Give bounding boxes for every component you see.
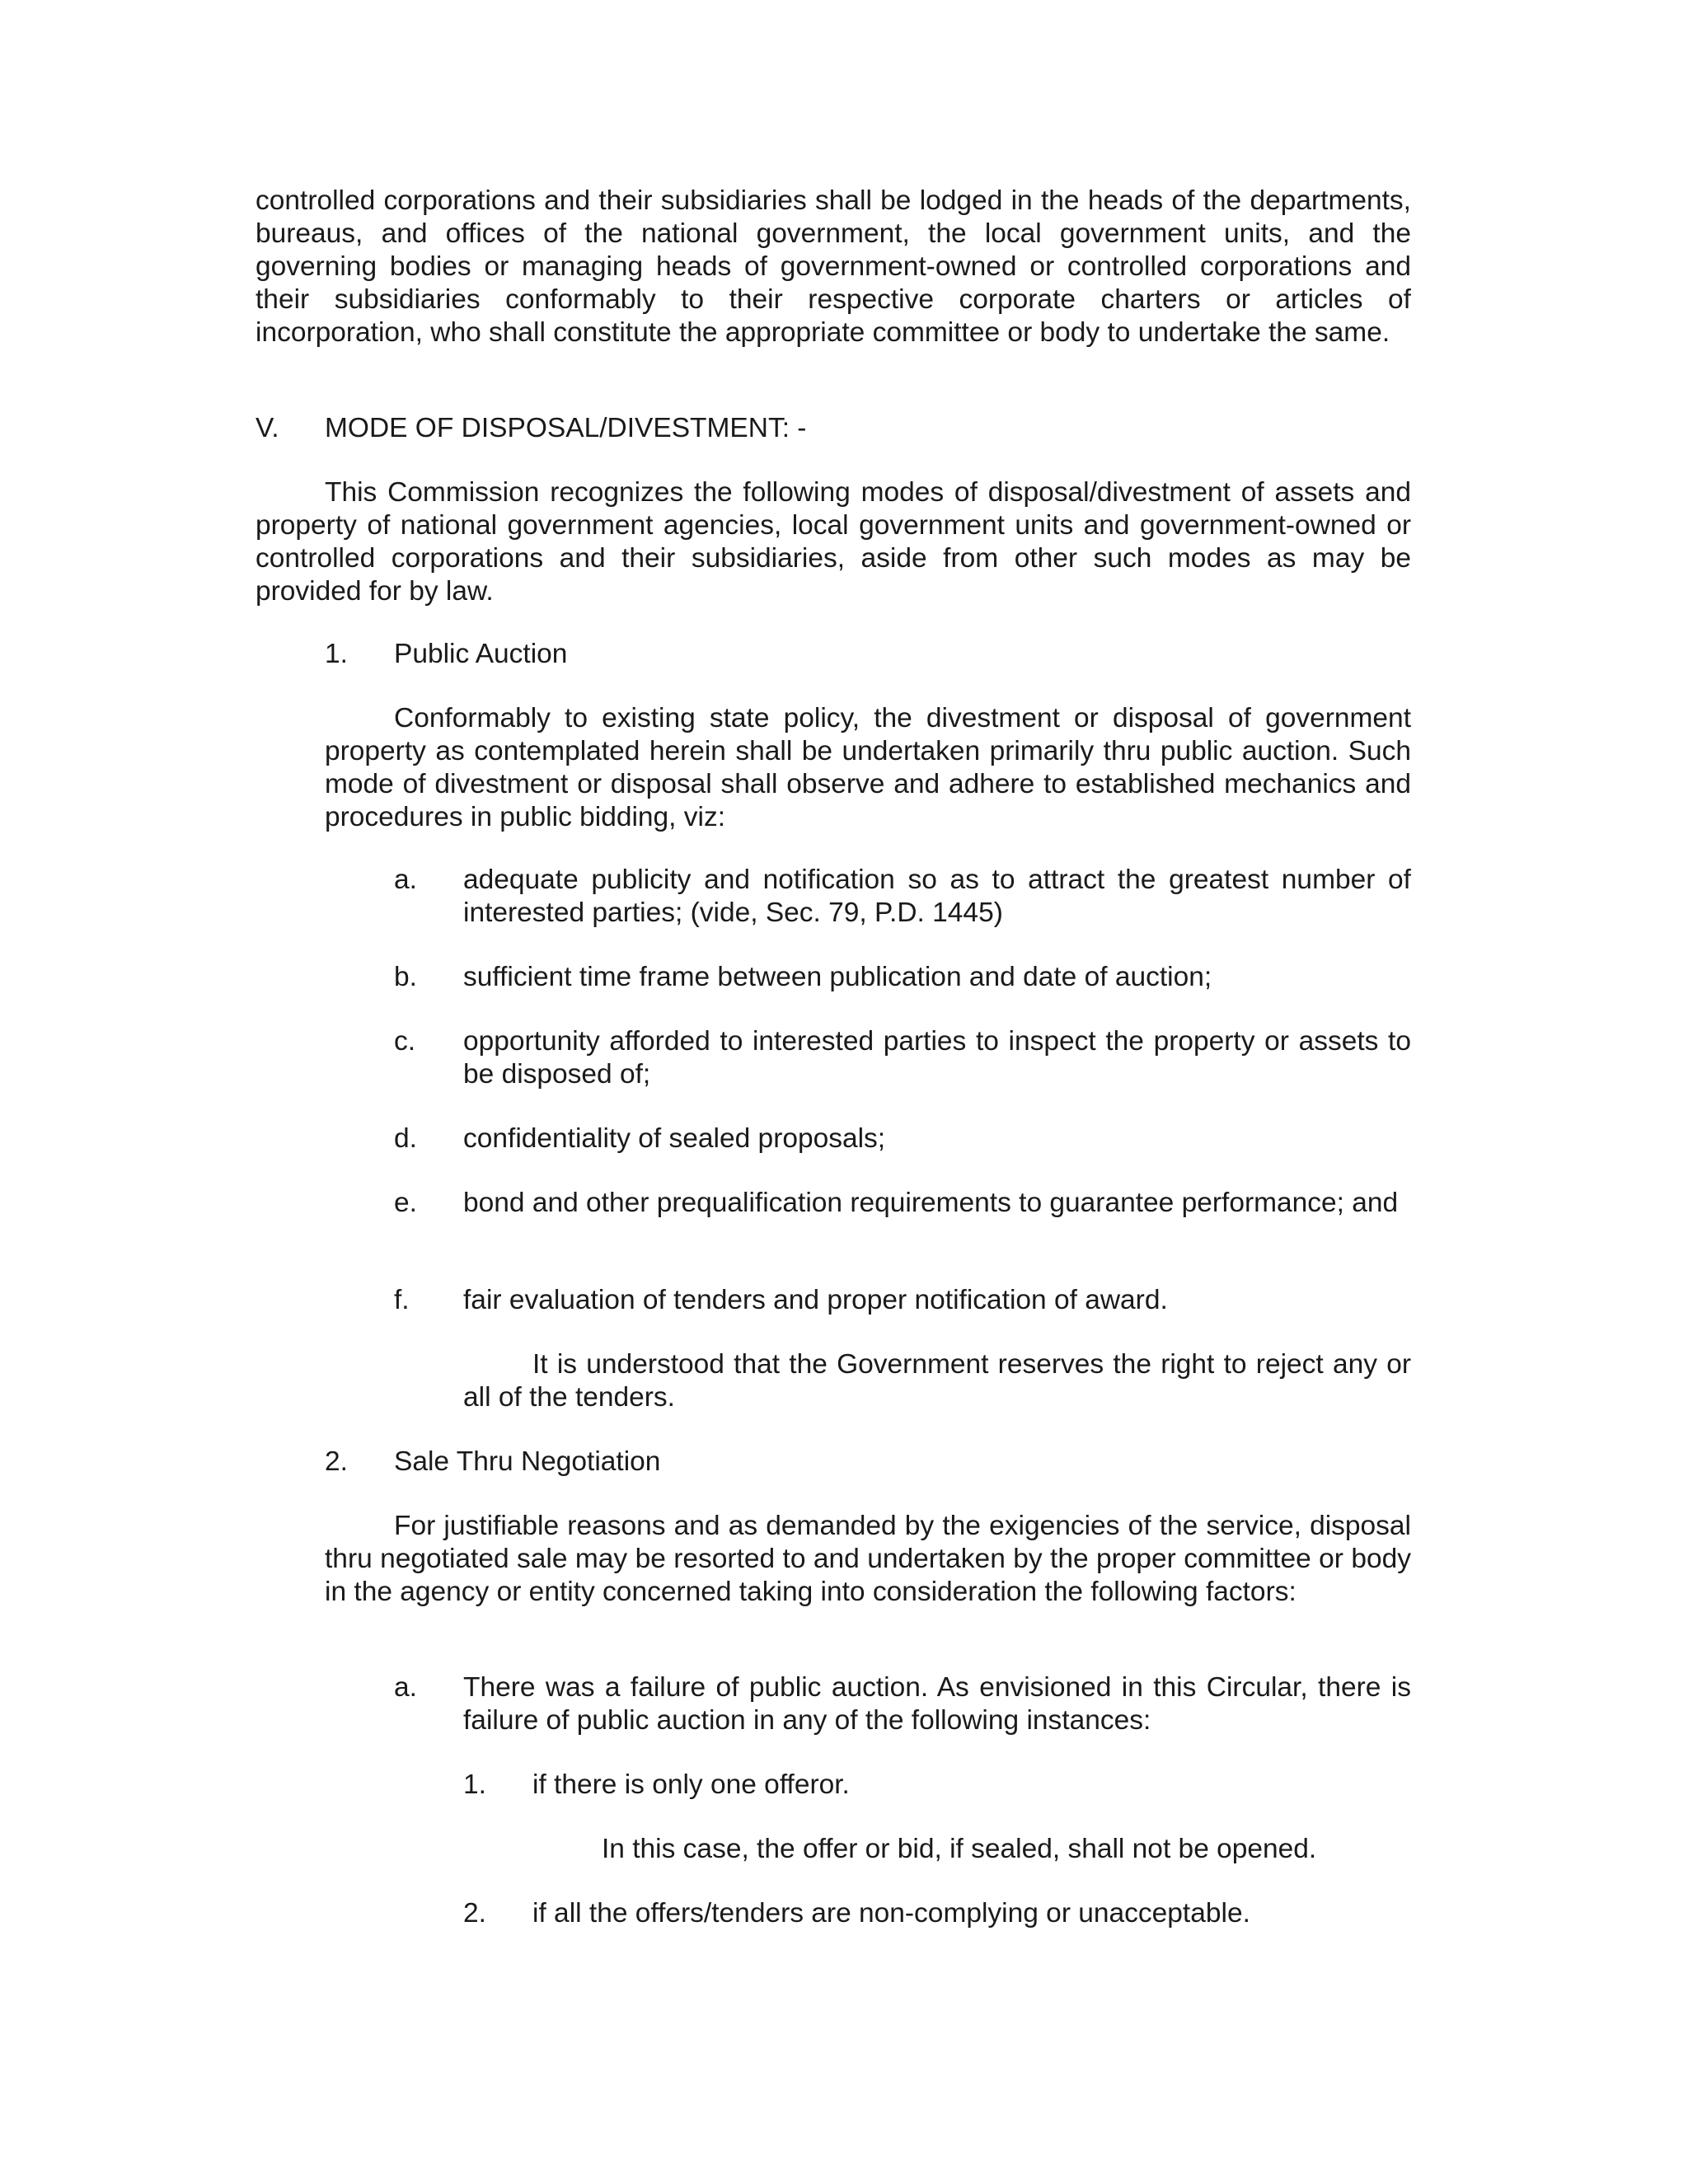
item-1-list-letter-a: a. <box>394 865 417 895</box>
item-2-list-text-a: There was a failure of public auction. As envisioned in this Circular, there is failure of public auction in any of the following instances: <box>463 1672 1411 1736</box>
item-2-paragraph: For justifiable reasons and as demanded by the exigencies of the service, disposal thru negotiated sale may be resorted to and undertaken by the proper committee or body in the agency or entity concerned taking into consideration the following factors: <box>325 1511 1411 1607</box>
item-1-list-text-b: sufficient time frame between publication and date of auction; <box>463 962 1212 992</box>
section-heading: MODE OF DISPOSAL/DIVESTMENT: - <box>325 413 807 443</box>
item-1-title: Public Auction <box>394 639 568 669</box>
item-1-paragraph: Conformably to existing state policy, the divestment or disposal of government property as contemplated herein shall be undertaken primarily thru public auction. Such mode of divestment or disposal shall observe and adhere to established mechanics and procedures in public bidding, viz: <box>325 703 1411 832</box>
item-1-list-letter-f: f. <box>394 1285 410 1315</box>
item-1-list-text-e: bond and other prequalification requirements to guarantee performance; and <box>463 1188 1399 1218</box>
section-intro-paragraph: This Commission recognizes the following modes of disposal/divestment of assets and property of national government agencies, local government units and government-owned or controlled corporations and their subsidiaries, aside from other such modes as may be provided for by law. <box>256 477 1411 607</box>
item-2-list-letter-a: a. <box>394 1672 417 1703</box>
item-1-number: 1. <box>325 639 348 669</box>
item-2-number: 2. <box>325 1446 348 1477</box>
item-1-list-letter-d: d. <box>394 1123 417 1154</box>
item-1-list-text-f: fair evaluation of tenders and proper notification of award. <box>463 1285 1168 1315</box>
item-1-list-letter-e: e. <box>394 1188 417 1218</box>
section-number: V. <box>256 413 279 443</box>
item-1-reservation-note: It is understood that the Government reserves the right to reject any or all of the tenders. <box>463 1349 1411 1413</box>
item-1-list-text-a: adequate publicity and notification so as to attract the greatest number of interested parties; (vide, Sec. 79, P.D. 1445) <box>463 865 1411 928</box>
item-1-list-text-d: confidentiality of sealed proposals; <box>463 1123 886 1154</box>
item-2-title: Sale Thru Negotiation <box>394 1446 661 1477</box>
sub-item-2-number: 2. <box>463 1898 486 1929</box>
sub-item-2-text: if all the offers/tenders are non-complying or unacceptable. <box>532 1898 1250 1929</box>
sub-item-1-text: if there is only one offeror. <box>532 1769 850 1800</box>
sub-item-1-note: In this case, the offer or bid, if sealed, shall not be opened. <box>602 1834 1317 1864</box>
item-1-list-letter-b: b. <box>394 962 417 992</box>
item-1-list-text-c: opportunity afforded to interested parties to inspect the property or assets to be disposed of; <box>463 1026 1411 1090</box>
sub-item-1-number: 1. <box>463 1769 486 1800</box>
item-1-list-letter-c: c. <box>394 1026 416 1057</box>
intro-paragraph: controlled corporations and their subsidiaries shall be lodged in the heads of the departments, bureaus, and offices of the national government, the local government units, and the governing bodies or managing heads of government-owned or controlled corporations and their subsidiaries conformably to their respective corporate charters or articles of incorporation, who shall constitute the appropriate committee or body to undertake the same. <box>256 185 1411 348</box>
